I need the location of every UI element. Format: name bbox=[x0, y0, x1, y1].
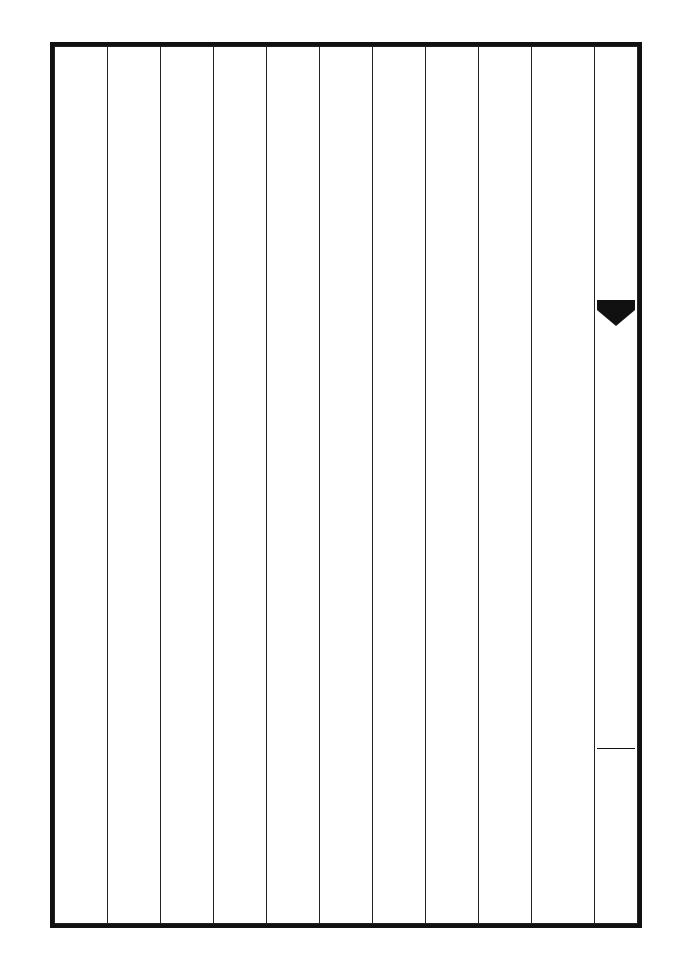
text-column bbox=[439, 66, 479, 916]
text-column bbox=[333, 66, 373, 916]
text-column bbox=[280, 66, 320, 916]
text-column bbox=[121, 66, 161, 916]
lower-fishtail-mark-icon bbox=[597, 748, 635, 762]
text-column bbox=[227, 66, 267, 916]
text-column bbox=[492, 66, 532, 916]
text-column bbox=[386, 66, 426, 916]
fishtail-mark-icon bbox=[597, 300, 635, 328]
text-column bbox=[174, 66, 214, 916]
book-title bbox=[598, 68, 634, 328]
text-column bbox=[545, 66, 585, 916]
text-column bbox=[68, 66, 108, 916]
volume-label bbox=[598, 414, 634, 614]
